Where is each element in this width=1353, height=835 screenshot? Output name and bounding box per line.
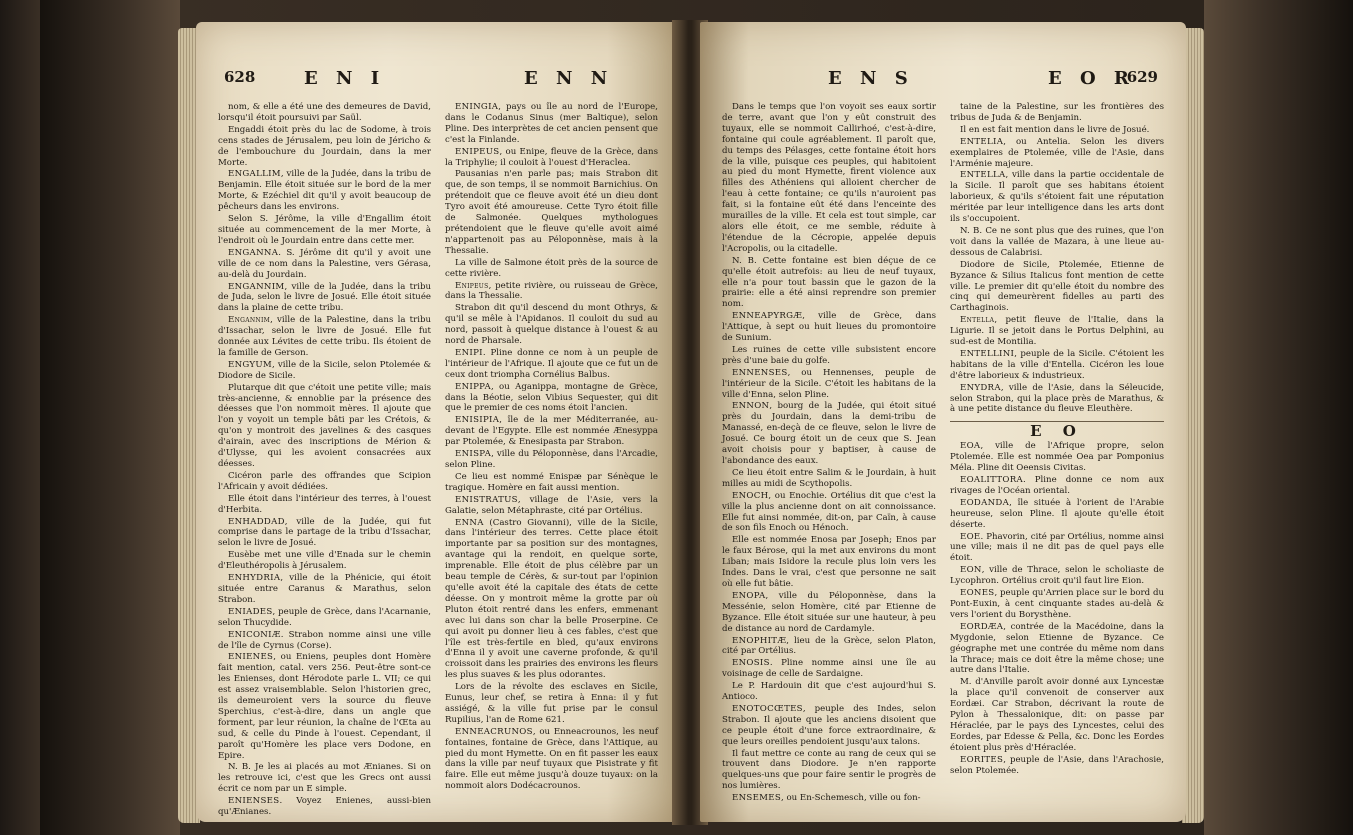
dictionary-entry: [445, 382, 658, 415]
entry-headword: ENGANNA: [228, 247, 279, 258]
entry-text: (Castro Giovanni), ville de la Sicile, dans l'intérieur des terres. Cette place étoit importante par sa position sur des montagnes, avantage qui la rendoit, en quelque sorte, imprenable. Elle étoit de plus célèbre par un beau temple de Cérès, & sur-tout par l'opinion qu'elle avoit été la capitale des états de cette déesse. On y montroit même la grotte par où Pluton étoit rentré dans les enfers, emmenant avec lui dans son char la belle Proserpine. Ce qui avoit pu donner lieu à ces fables, c'est que l'île est très-fertile en bled, qu'aux environs d'Enna il y avoit une caverne profonde, & qu'il croissoit dans les prairies des environs les fleurs les plus suaves & les plus odorantes.: [445, 517, 658, 681]
running-head: E O R: [1048, 68, 1135, 89]
dictionary-entry: [445, 169, 658, 256]
entry-text: , pays ou île au nord de l'Europe, dans le Codanus Sinus (mer Baltique), selon Pline. Des interprètes de cet ancien pensent que c'est la Finlande.: [445, 102, 658, 145]
entry-text: Dans le temps que l'on voyoit ses eaux sortir de terre, avant que l'on y eût construit des tuyaux, elle se nommoit Callirhoé, c'est-à-dire, fontaine qui coule agréablement. Il paroît que, du temps des Pélasges, cette fontaine étoit hors de la ville, puisque ces peuples, qui habitoient au pied du mont Hymette, firent violence aux filles des Athéniens qui alloient chercher de l'eau à cette fontaine; ce qu'ils n'auroient pas fait, si la fontaine eût été dans l'enceinte des murailles de la ville. Et cela est tout simple, car alors elle étoit, ce me semble, réduite à l'étendue de la Cécropie, appelée depuis l'Acropolis, ou la citadelle.: [722, 102, 936, 254]
entry-text: Plutarque dit que c'étoit une petite ville; mais très-ancienne, & ennoblie par la présence des déesses que l'on nommoit mères. Il ajoute que l'on y voyoit un temple bâti par les Crétois, & qu'on y montroit des javelines & des casques d'airain, avec des inscriptions de Mérion & d'Ulysse, qui les avoient consacrées aux déesses.: [218, 382, 431, 469]
entry-headword: ENIPEUS: [455, 146, 500, 157]
entry-text: Ce lieu est nommé Enispæ par Sénèque le tragique. Homère en fait aussi mention.: [445, 471, 658, 493]
dictionary-entry: [950, 565, 1164, 587]
entry-text: , peuple des Indes, selon Strabon. Il ajoute que les anciens disoient que ce peuple étoit d'une force extraordinaire, & que leurs oreilles pendoient jusqu'aux talons.: [722, 703, 936, 747]
dictionary-entry: [950, 137, 1164, 170]
dictionary-entry: [445, 258, 658, 280]
entry-text: , peuple de Grèce, dans l'Acarnanie, selon Thucydide.: [218, 606, 431, 628]
entry-text: Diodore de Sicile, Ptolemée, Etienne de Byzance & Silius Italicus font mention de cette ville. Le premier dit qu'elle étoit du nombre des cinq qui demeurèrent fidelles au parti des Carthaginois.: [950, 259, 1164, 314]
dictionary-entry: [445, 472, 658, 494]
dictionary-entry: [950, 260, 1164, 315]
entry-text: Il en est fait mention dans le livre de Josué.: [960, 124, 1150, 135]
dictionary-entry: [445, 415, 658, 448]
entry-headword: Entella: [960, 315, 995, 326]
entry-text: , ville de la Phénicie, qui étoit située entre Caranus & Marathus, selon Strabon.: [218, 573, 431, 605]
dictionary-entry: [722, 535, 936, 590]
entry-text: , village de l'Asie, vers la Galatie, selon Métaphraste, cité par Ortélius.: [445, 494, 658, 516]
dictionary-entry: [722, 658, 936, 680]
section-heading: E O: [950, 421, 1164, 437]
entry-headword: EONES: [960, 588, 995, 599]
entry-text: , ville de la Judée, dans la tribu de Benjamin. Elle étoit située sur le bord de la mer Morte, & Ezéchiel dit qu'il y avoit beaucoup de pêcheurs dans les environs.: [218, 169, 431, 213]
book-cover-right: [1204, 0, 1353, 835]
dictionary-entry: [722, 704, 936, 748]
entry-text: , ou En-Schemesch, ville ou fon-: [781, 793, 921, 804]
entry-text: Les ruines de cette ville subsistent encore près d'une baie du golfe.: [722, 344, 936, 366]
entry-headword: ENIPI: [455, 347, 483, 358]
entry-text: . Pline nomme ainsi une île au voisinage de celle de Sardaigne.: [722, 658, 936, 680]
entry-text: . Phavorin, cité par Ortélius, nomme ainsi une ville; mais il ne dit pas de quel pays elle étoit.: [950, 531, 1164, 564]
text-column: [445, 102, 658, 804]
dictionary-entry: [722, 636, 936, 658]
entry-headword: ENGANNIM: [228, 281, 285, 292]
dictionary-entry: [218, 102, 431, 124]
dictionary-entry: [950, 170, 1164, 225]
dictionary-entry: [218, 282, 431, 315]
book-cover-left: [40, 0, 180, 835]
entry-text: , contrée de la Macédoine, dans la Mygdonie, selon Etienne de Byzance. Ce géographe met une contrée du même nom dans la Thrace; mais ce doit être la même chose; une autre dans l'Italie.: [950, 621, 1164, 676]
entry-text: , ou Antelia. Selon les divers exemplaires de Ptolemée, ville de l'Asie, dans l'Arménie majeure.: [950, 136, 1164, 169]
entry-headword: ENTELLINI: [960, 348, 1015, 359]
entry-text: , ville de la Palestine, dans la tribu d'Issachar, selon le livre de Josué. Elle fut donnée aux Lévites de cette tribu. Ils étoient de la famille de Gerson.: [218, 315, 431, 358]
dictionary-entry: [722, 368, 936, 401]
entry-headword: ENTELLA: [960, 170, 1006, 181]
dictionary-entry: [445, 682, 658, 726]
entry-headword: ENIADES: [228, 606, 273, 617]
dictionary-entry: [445, 348, 658, 381]
dictionary-entry: [950, 102, 1164, 124]
dictionary-entry: [218, 796, 431, 818]
dictionary-entry: [445, 147, 658, 169]
entry-text: Il faut mettre ce conte au rang de ceux qui se trouvent dans Diodore. Je n'en rapporte quelques-uns que pour faire sentir le progrès de nos lumières.: [722, 748, 936, 792]
dictionary-entry: [950, 441, 1164, 474]
entry-text: taine de la Palestine, sur les frontières des tribus de Juda & de Benjamin.: [950, 102, 1164, 123]
entry-headword: ENICONIÆ: [228, 629, 281, 640]
dictionary-entry: [950, 498, 1164, 531]
dictionary-entry: [950, 383, 1164, 416]
dictionary-entry: [218, 494, 431, 516]
entry-text: , ville du Péloponnèse, dans la Messénie, selon Homère, cité par Etienne de Byzance. Elle étoit située sur une hauteur, à peu de distance au nord de Cardamyle.: [722, 590, 936, 634]
entry-headword: ENNA: [455, 517, 484, 528]
entry-text: , peuple de la Sicile. C'étoient les habitans de la ville d'Entella. Cicéron les loue d'être laborieux & industrieux.: [950, 348, 1164, 381]
entry-text: nom, & elle a été une des demeures de David, lorsqu'il étoit poursuivi par Saül.: [218, 102, 431, 123]
entry-headword: ENISPA: [455, 449, 492, 460]
dictionary-entry: [218, 607, 431, 629]
entry-text: Lors de la révolte des esclaves en Sicile, Eunus, leur chef, se retira à Enna: il y fut assiégé, & la ville fut prise par le consul Rupilius, l'an de Rome 621.: [445, 682, 658, 725]
entry-text: N. B. Ce ne sont plus que des ruines, que l'on voit dans la vallée de Mazara, à une lieue au-dessous de Calabrisi.: [950, 225, 1164, 258]
dictionary-entry: [218, 550, 431, 572]
entry-headword: ENHADDAD: [228, 516, 285, 527]
entry-headword: ENGYUM: [228, 359, 273, 370]
entry-headword: ENNEACRUNOS: [455, 726, 533, 737]
dictionary-entry: [950, 226, 1164, 259]
dictionary-entry: [950, 755, 1164, 777]
dictionary-entry: [950, 349, 1164, 382]
entry-headword: EOE: [960, 531, 981, 542]
entry-headword: ENOPA: [732, 590, 766, 601]
entry-text: , ville de la Sicile, selon Ptolemée & Diodore de Sicile.: [218, 359, 431, 381]
dictionary-entry: [722, 749, 936, 793]
entry-text: , ville de Grèce, dans l'Attique, à sept ou huit lieues du promontoire de Sunium.: [722, 311, 936, 344]
entry-text: , ou Enneacrounos, les neuf fontaines, fontaine de Grèce, dans l'Attique, au pied du mont Hymette. On en fit passer les eaux dans la ville par neuf tuyaux que Pisistrate y fit faire. Elle eut même jusqu'à douze tuyaux: on la nommoit alors Dodécacrounos.: [445, 726, 658, 792]
entry-text: , ville du Péloponnèse, dans l'Arcadie, selon Pline.: [445, 449, 658, 470]
entry-text: N. B. Cette fontaine est bien déçue de ce qu'elle étoit autrefois: au lieu de neuf tuyaux, elle n'a pour tout bassin que le gazon de la prairie: elle a été ainsi reprendre son premier nom.: [722, 255, 936, 310]
dictionary-entry: [445, 102, 658, 146]
dictionary-entry: [722, 468, 936, 490]
entry-headword: EOALITTORA: [960, 475, 1023, 485]
dictionary-entry: [950, 677, 1164, 753]
dictionary-entry: [218, 315, 431, 359]
dictionary-entry: [445, 518, 658, 682]
entry-headword: EORDÆA: [960, 621, 1004, 632]
entry-text: . Pline donne ce nom aux rivages de l'Océan oriental.: [950, 475, 1164, 496]
entry-headword: EODANDA: [960, 497, 1010, 508]
entry-headword: ENNENSES: [732, 367, 788, 378]
entry-text: . Voyez Enienes, aussi-bien qu'Ænianes.: [218, 796, 431, 818]
dictionary-entry: [722, 102, 936, 255]
left-page: [196, 22, 680, 822]
entry-text: , ville de Thrace, selon le scholiaste de Lycophron. Ortélius croit qu'il faut lire Eion.: [950, 565, 1164, 587]
dictionary-entry: [722, 311, 936, 344]
entry-text: , ville dans la partie occidentale de la Sicile. Il paroît que ses habitans étoient laborieux, & qu'ils s'étoient fait une réputation méritée par leur intelligence dans les arts dont ils s'occupoient.: [950, 170, 1164, 225]
entry-headword: ENISTRATUS: [455, 494, 518, 505]
entry-text: , ou Enipe, fleuve de la Grèce, dans la Triphylie; il couloit à l'ouest d'Heraclea.: [445, 146, 658, 168]
entry-text: , bourg de la Judée, qui étoit situé près du Jourdain, dans la demi-tribu de Manassé, en-deçà de ce fleuve, selon le livre de Josué. Ce bourg étoit un de ceux que S. Jean avoit choisis pour y baptiser, à cause de l'abondance des eaux.: [722, 401, 936, 466]
entry-headword: ENHYDRIA: [228, 573, 281, 584]
entry-headword: ENINGIA: [455, 102, 499, 112]
entry-headword: ENOCH: [732, 490, 769, 501]
page-number: 628: [224, 68, 256, 86]
dictionary-entry: [950, 588, 1164, 621]
text-column: [950, 102, 1164, 804]
dictionary-entry: [950, 125, 1164, 136]
text-column: [722, 102, 936, 804]
entry-text: , peuple de l'Asie, dans l'Arachosie, selon Ptolemée.: [950, 754, 1164, 776]
dictionary-entry: [218, 383, 431, 470]
dictionary-entry: [950, 315, 1164, 348]
entry-headword: Engannim: [228, 315, 271, 326]
entry-text: , ou Eniens, peuples dont Homère fait mention, catal. vers 256. Peut-être sont-ce les Enienses, dont Hérodote parle L. VII; ce qui est assez vraisemblable. Selon l'historien grec, ils demeuroient vers la source du fleuve Sperchius, c'est-à-dire, dans un angle que forment, par leur réunion, la chaîne de l'Œta au sud, & celle du Pinde à l'ouest. Cependant, il paroît qu'Homère les place vers Dodone, en Epire.: [218, 652, 431, 761]
running-head: E N N: [524, 68, 614, 89]
right-page-header: [728, 68, 1158, 94]
entry-headword: EORITES: [960, 754, 1004, 765]
entry-text: . S. Jérôme dit qu'il y avoit une ville de ce nom dans la Palestine, vers Gérasa, au-delà du Jourdain.: [218, 247, 431, 280]
entry-text: , île de la mer Méditerranée, au-devant de l'Egypte. Elle est nommée Ænesyppa par Ptolemée, & Enesipasta par Strabon.: [445, 415, 658, 448]
entry-text: N. B. Je les ai placés au mot Ænianes. Si on les retrouve ici, c'est que les Grecs ont aussi écrit ce nom par un E simple.: [218, 762, 431, 795]
entry-headword: ENIENSES: [228, 796, 280, 807]
left-page-header: [224, 68, 652, 94]
entry-text: Cicéron parle des offrandes que Scipion l'Africain y avoit dédiées.: [218, 470, 431, 492]
entry-headword: ENTELIA: [960, 136, 1004, 147]
dictionary-entry: [722, 345, 936, 367]
entry-headword: ENOPHITÆ: [732, 635, 787, 646]
entry-text: Strabon dit qu'il descend du mont Othrys, & qu'il se mêle à l'Apidanos. Il couloit du sud au nord, passoit à quelque distance à l'ouest & au nord de Pharsale.: [445, 303, 658, 347]
dictionary-entry: [445, 281, 658, 303]
entry-text: , petit fleuve de l'Italie, dans la Ligurie. Il se jetoit dans le Portus Delphini, au sud-est de Montilia.: [950, 315, 1164, 348]
dictionary-entry: [218, 248, 431, 281]
entry-headword: EON: [960, 565, 982, 576]
entry-text: , île située à l'orient de l'Arabie heureuse, selon Pline. Il ajoute qu'elle étoit déserte.: [950, 497, 1164, 530]
entry-text: M. d'Anville paroît avoir donné aux Lyncestæ la place qu'il convenoit de conserver aux Eordæi. Car Strabon, décrivant la route de Pylon à Thessalonique, dit: on passe par Héraclée, par le pays des Lyncestes, celui des Eordes, par Edesse & Pella, &c. Donc les Eordes étoient plus près d'Héraclée.: [950, 677, 1164, 753]
entry-headword: ENIPPA: [455, 381, 491, 392]
running-head: E N I: [304, 68, 386, 89]
dictionary-entry: [218, 652, 431, 761]
entry-headword: ENGALLIM: [228, 169, 281, 180]
entry-text: , ville de la Judée, dans la tribu de Juda, selon le livre de Josué. Elle étoit située dans la plaine de cette tribu.: [218, 281, 431, 314]
running-head: E N S: [828, 68, 914, 89]
entry-text: Elle étoit dans l'intérieur des terres, à l'ouest d'Herbita.: [218, 493, 431, 515]
dictionary-entry: [722, 256, 936, 311]
dictionary-entry: [218, 214, 431, 247]
dictionary-entry: [218, 360, 431, 382]
dictionary-entry: [722, 591, 936, 635]
entry-text: , ville de l'Afrique propre, selon Ptolemée. Elle est nommée Oea par Pomponius Méla. Pline dit Oeensis Civitas.: [950, 441, 1164, 474]
entry-headword: ENNEAPYRGÆ: [732, 311, 803, 322]
entry-text: , ville de l'Asie, dans la Séleucide, selon Strabon, qui la place près de Marathus, & à une petite distance du fleuve Eleuthère.: [950, 382, 1164, 415]
dictionary-entry: [218, 517, 431, 550]
dictionary-entry: [218, 471, 431, 493]
entry-text: , ville de la Judée, qui fut comprise dans le partage de la tribu d'Issachar, selon le livre de Josué.: [218, 516, 431, 549]
entry-text: Ce lieu étoit entre Salim & le Jourdain, à huit milles au midi de Scythopolis.: [722, 467, 936, 489]
entry-headword: EOA: [960, 441, 981, 452]
dictionary-entry: [950, 475, 1164, 497]
dictionary-entry: [218, 630, 431, 652]
right-page: [700, 22, 1186, 822]
entry-text: , ou Aganippa, montagne de Grèce, dans la Béotie, selon Vibius Sequester, qui dit que le premier de ces noms étoit l'ancien.: [445, 381, 658, 414]
entry-text: . Strabon nomme ainsi une ville de l'île de Cyrnus (Corse).: [218, 629, 431, 651]
entry-text: , lieu de la Grèce, selon Platon, cité par Ortélius.: [722, 635, 936, 657]
dictionary-entry: [218, 169, 431, 213]
entry-text: , petite rivière, ou ruisseau de Grèce, dans la Thessalie.: [445, 280, 658, 302]
entry-headword: ENSEMES: [732, 793, 782, 804]
dictionary-entry: [722, 401, 936, 466]
dictionary-entry: [218, 573, 431, 606]
dictionary-entry: [218, 125, 431, 169]
entry-headword: ENOTOCŒTES: [732, 703, 803, 714]
dictionary-entry: [950, 622, 1164, 677]
entry-text: Eusèbe met une ville d'Enada sur le chemin d'Eleuthéropolis à Jérusalem.: [218, 550, 431, 572]
entry-text: , ou Hennenses, peuple de l'intérieur de la Sicile. C'étoit les habitans de la ville d'Enna, selon Pline.: [722, 367, 936, 400]
dictionary-entry: [218, 762, 431, 795]
entry-text: Le P. Hardouin dit que c'est aujourd'hui S. Antioco.: [722, 681, 936, 703]
entry-text: Pausanias n'en parle pas; mais Strabon dit que, de son temps, il se nommoit Barnichius. On prétendoit que ce fleuve avoit été un dieu dont Tyro avoit été amoureuse. Cette Tyro étoit fille de Salmonée. Quelques mythologues prétendoient que le fleuve qu'elle avoit aimé n'appartenoit pas au Péloponnèse, mais à la Thessalie.: [445, 169, 658, 256]
dictionary-entry: [722, 681, 936, 703]
entry-text: . Pline donne ce nom à un peuple de l'intérieur de l'Afrique. Il ajoute que ce fut un de ceux dont triompha Cornélius Balbus.: [445, 347, 658, 380]
page-number: 629: [1126, 68, 1158, 86]
dictionary-entry: [445, 303, 658, 347]
dictionary-entry: [445, 727, 658, 792]
dictionary-entry: [722, 491, 936, 535]
entry-headword: Enipeus: [455, 280, 489, 291]
entry-text: Engaddi étoit près du lac de Sodome, à trois cens stades de Jérusalem, peu loin de Jéricho & de l'embouchure du Jourdain, dans la mer Morte.: [218, 124, 431, 168]
entry-headword: ENNON: [732, 401, 770, 412]
dictionary-entry: [722, 793, 936, 804]
entry-text: Selon S. Jérôme, la ville d'Engallim étoit située au commencement de la mer Morte, à l'endroit où le Jourdain entre dans cette mer.: [218, 214, 431, 246]
dictionary-entry: [445, 495, 658, 517]
entry-headword: ENIENES: [228, 652, 274, 663]
entry-text: , ou Enochie. Ortélius dit que c'est la ville la plus ancienne dont on ait connoissance. Elle fut ainsi nommée, dit-on, par Caïn, à cause de son fils Enoch ou Hénoch.: [722, 490, 936, 534]
dictionary-entry: [950, 532, 1164, 565]
entry-headword: ENYDRA: [960, 382, 1001, 393]
entry-text: Elle est nommée Enosa par Joseph; Enos par le faux Bérose, qui la met aux environs du mont Liban; mais Isidore la recule plus loin vers les Indes. Dans le vrai, c'est que personne ne sait où elle fut bâtie.: [722, 535, 936, 589]
entry-text: , peuple qu'Arrien place sur le bord du Pont-Euxin, à cent cinquante stades au-delà & vers l'orient du Borysthène.: [950, 588, 1164, 620]
entry-headword: ENISIPIA: [455, 415, 500, 426]
text-column: [218, 102, 431, 818]
dictionary-entry: [445, 449, 658, 471]
entry-headword: ENOSIS: [732, 658, 770, 669]
entry-text: La ville de Salmone étoit près de la source de cette rivière.: [445, 257, 658, 279]
